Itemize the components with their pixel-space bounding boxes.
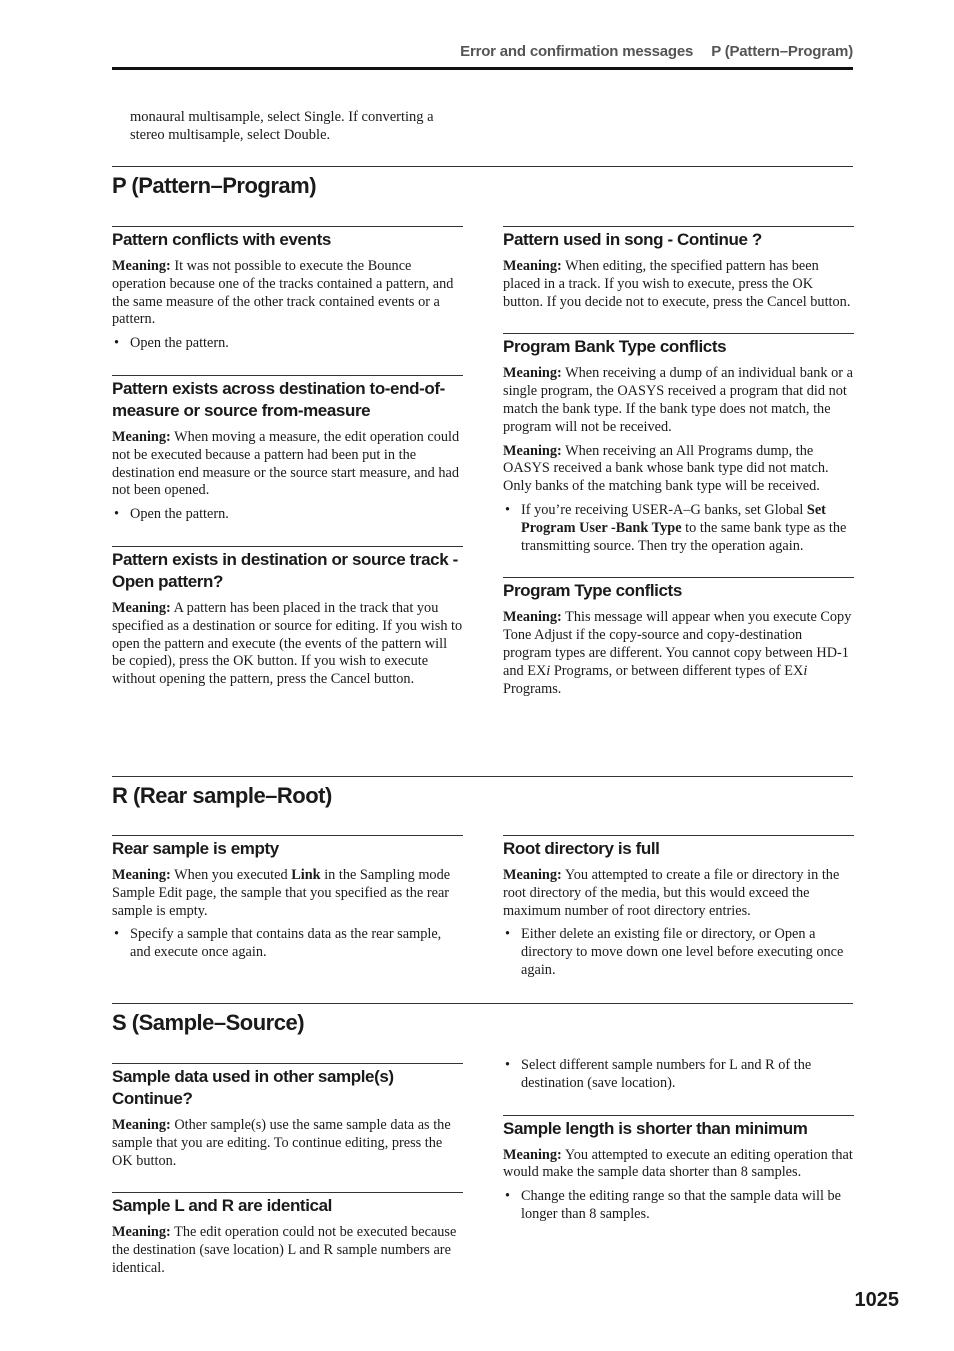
meaning-body: When editing, the specified pattern has been placed in a track. If you wish to execute, press the OK button. If you decide not to execute, press the Cancel button. bbox=[503, 258, 851, 310]
entry-root-directory-full bbox=[503, 835, 854, 980]
italic-suffix: i bbox=[803, 662, 808, 679]
meaning-body: When moving a measure, the edit operation could not be executed because a pattern had been put in the destination end measure or the source start measure, and had not been opened. bbox=[112, 428, 460, 499]
meaning-label: Meaning: bbox=[112, 428, 171, 445]
meaning-body: The edit operation could not be executed because the destination (save location) L and R sample numbers are identical. bbox=[112, 1224, 457, 1276]
section-p-right-column bbox=[503, 226, 854, 720]
bullet-list bbox=[112, 506, 463, 524]
meaning-label: Meaning: bbox=[112, 258, 171, 274]
entry-title: Program Bank Type conflicts bbox=[503, 337, 727, 357]
meaning-text bbox=[503, 258, 854, 311]
meaning-label: Meaning: bbox=[503, 258, 562, 274]
continued-bullet-list bbox=[503, 1057, 854, 1093]
entry-rear-sample-empty bbox=[112, 835, 463, 962]
meaning-label: Meaning: bbox=[503, 867, 562, 883]
section-rule-r bbox=[112, 776, 853, 777]
meaning-body: Other sample(s) use the same sample data as the sample that you are editing. To continue editing, press the OK button. bbox=[112, 1117, 451, 1169]
bullet-item: • Either delete an existing file or directory, or Open a directory to move down one level before executing once again. bbox=[503, 926, 854, 979]
bullet-item: • Open the pattern. bbox=[112, 335, 463, 353]
running-header bbox=[460, 43, 853, 60]
meaning-label: Meaning: bbox=[503, 1146, 562, 1163]
bullet-list bbox=[503, 926, 854, 979]
entry-program-bank-type-conflicts bbox=[503, 333, 854, 555]
meaning-label: Meaning: bbox=[503, 442, 562, 459]
bullet-text: If you’re receiving USER-A–G banks, set Global bbox=[521, 501, 807, 518]
meaning-text bbox=[112, 867, 463, 920]
entry-title: Rear sample is empty bbox=[112, 839, 279, 858]
bullet-item: • Select different sample numbers for L and R of the destination (save location). bbox=[503, 1057, 854, 1093]
meaning-body: It was not possible to execute the Bounce operation because one of the tracks contained a pattern, and the same measure of the other track contained events or a pattern. bbox=[112, 258, 454, 328]
entry-title: Pattern conflicts with events bbox=[112, 230, 331, 249]
meaning-label: Meaning: bbox=[112, 1117, 171, 1133]
bullet-item bbox=[503, 502, 854, 555]
section-rule-s bbox=[112, 1003, 853, 1004]
meaning-body: Programs, or between different types of EX bbox=[550, 662, 804, 679]
meaning-label: Meaning: bbox=[112, 599, 171, 616]
parameter-name: Link bbox=[291, 867, 321, 883]
meaning-text bbox=[112, 429, 463, 500]
entry-title: Root directory is full bbox=[503, 839, 660, 858]
bullet-item: • Open the pattern. bbox=[112, 506, 463, 524]
meaning-label: Meaning: bbox=[112, 1224, 171, 1241]
header-range: P (Pattern–Program) bbox=[711, 43, 853, 60]
entry-sample-length-short bbox=[503, 1115, 854, 1224]
bullet-list bbox=[503, 502, 854, 555]
entry-pattern-exists-across bbox=[112, 375, 463, 524]
entry-pattern-conflicts bbox=[112, 226, 463, 353]
entry-pattern-used-in-song bbox=[503, 226, 854, 311]
italic-suffix: i bbox=[546, 662, 551, 679]
section-title-r: R (Rear sample–Root) bbox=[112, 783, 332, 808]
meaning-label: Meaning: bbox=[112, 867, 171, 883]
bullet-text: to the same bank type as the transmitting source. Then try the operation again. bbox=[521, 519, 847, 554]
meaning-text bbox=[503, 1147, 854, 1183]
meaning-body: Programs. bbox=[503, 680, 562, 697]
section-s-right-column bbox=[503, 1057, 854, 1246]
meaning-text bbox=[112, 1224, 463, 1277]
meaning-text bbox=[503, 609, 854, 698]
meaning-text bbox=[503, 867, 854, 920]
section-rule-p bbox=[112, 166, 853, 167]
meaning-label: Meaning: bbox=[503, 609, 562, 626]
meaning-body: When receiving an All Programs dump, the OASYS received a bank whose bank type did not match. Only banks of the matching bank type will be received. bbox=[503, 442, 829, 495]
meaning-body: This message will appear when you execute Copy Tone Adjust if the copy-source and copy-destination program types are different. You cannot copy between HD-1 and EX bbox=[503, 609, 852, 679]
section-s-left-column bbox=[112, 1063, 463, 1300]
bullet-item: • Change the editing range so that the sample data will be longer than 8 samples. bbox=[503, 1188, 854, 1224]
meaning-text bbox=[112, 1117, 463, 1170]
section-title-p: P (Pattern–Program) bbox=[112, 173, 317, 198]
intro-paragraph: monaural multisample, select Single. If converting a stereo multisample, select Double. bbox=[130, 109, 434, 143]
entry-pattern-exists-destination bbox=[112, 546, 463, 689]
section-p-left-column bbox=[112, 226, 463, 711]
entry-title: Program Type conflicts bbox=[503, 581, 682, 601]
page-number: 1025 bbox=[854, 1289, 899, 1311]
meaning-text-2 bbox=[503, 443, 854, 496]
entry-sample-data-used bbox=[112, 1063, 463, 1170]
meaning-body: When receiving a dump of an individual bank or a single program, the OASYS received a program that did not match the bank type. If the bank type does not match, the program will not be received. bbox=[503, 365, 853, 435]
section-title-s: S (Sample–Source) bbox=[112, 1010, 305, 1035]
meaning-text bbox=[503, 365, 854, 436]
meaning-body: When you executed bbox=[170, 867, 292, 883]
meaning-text bbox=[112, 600, 463, 689]
bullet-list bbox=[112, 926, 463, 962]
entry-program-type-conflicts bbox=[503, 577, 854, 698]
bullet-item: • Specify a sample that contains data as the rear sample, and execute once again. bbox=[112, 926, 463, 962]
meaning-body: You attempted to execute an editing operation that would make the sample data shorter than 8 samples. bbox=[503, 1146, 853, 1181]
section-r-right-column bbox=[503, 835, 854, 1002]
parameter-name: Set Program User -Bank Type bbox=[521, 501, 826, 536]
meaning-body: You attempted to create a file or directory in the root directory of the media, but this would exceed the maximum number of root directory entries. bbox=[503, 867, 840, 919]
header-section-title: Error and confirmation messages bbox=[460, 43, 694, 60]
header-rule bbox=[112, 67, 853, 70]
entry-title: Pattern exists across destination to-end-of-measure or source from-measure bbox=[112, 378, 445, 420]
entry-title: Sample L and R are identical bbox=[112, 1196, 332, 1216]
entry-title: Sample data used in other sample(s) Continue? bbox=[112, 1067, 394, 1108]
entry-sample-l-r-identical bbox=[112, 1192, 463, 1277]
section-r-left-column bbox=[112, 835, 463, 984]
meaning-body: in the Sampling mode Sample Edit page, the sample that you specified as the rear sample is empty. bbox=[112, 867, 451, 919]
meaning-label: Meaning: bbox=[503, 365, 562, 382]
bullet-list bbox=[112, 335, 463, 353]
entry-title: Sample length is shorter than minimum bbox=[503, 1118, 808, 1138]
entry-title: Pattern used in song - Continue ? bbox=[503, 230, 762, 249]
entry-title: Pattern exists in destination or source track - Open pattern? bbox=[112, 549, 458, 591]
bullet-list bbox=[503, 1188, 854, 1224]
meaning-body: A pattern has been placed in the track that you specified as a destination or source for editing. If you wish to open the pattern and execute (the events of the pattern will be copied), press the OK button. If you wish to execute without opening the pattern, press the Cancel button. bbox=[112, 599, 463, 688]
meaning-text bbox=[112, 258, 463, 329]
